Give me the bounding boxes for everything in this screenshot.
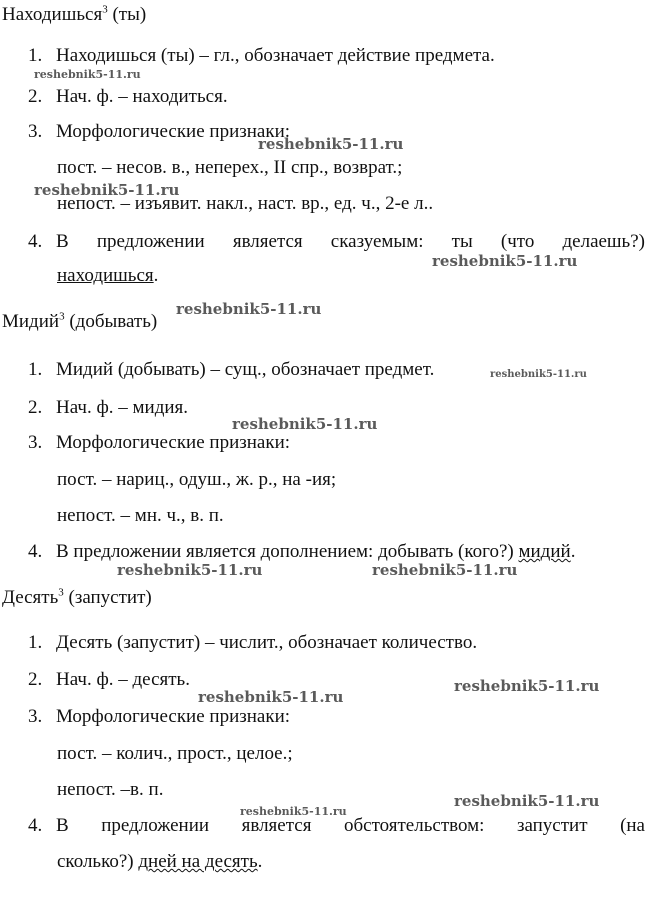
sub-line: непост. – мн. ч., в. п. [57,505,224,526]
watermark: reshebnik5-11.ru [432,252,578,270]
list-item: 4. В предложении является дополнением: добывать (кого?) мидий. [28,541,576,562]
sub-line: пост. – колич., прост., целое.; [57,743,293,764]
section-heading: Мидий$^3$ (добывать) [2,310,158,332]
list-item: 1. Мидий (добывать) – сущ., обозначает предмет. [28,359,435,380]
watermark: reshebnik5-11.ru [240,805,347,818]
watermark: reshebnik5-11.ru [198,688,344,706]
list-item: 3. Морфологические признаки: [28,121,291,142]
sub-line: непост. –в. п. [57,779,164,800]
list-item: 3. Морфологические признаки: [28,706,291,727]
watermark: reshebnik5-11.ru [454,677,600,695]
list-item: 1. Находишься (ты) – гл., обозначает действие предмета. [28,45,495,66]
list-item: 3. Морфологические признаки: [28,432,291,453]
sub-line: пост. – несов. в., неперех., II спр., возврат.; [57,157,403,178]
watermark: reshebnik5-11.ru [454,792,600,810]
continuation-line: сколько?) дней на десять. [57,851,263,872]
sub-line: непост. – изъявит. накл., наст. вр., ед. ч., 2-е л.. [57,193,434,214]
watermark: reshebnik5-11.ru [258,135,404,153]
list-item: 2. Нач. ф. – находиться. [28,86,228,107]
list-item: 1. Десять (запустит) – числит., обозначает количество. [28,632,478,653]
list-item: 2. Нач. ф. – мидия. [28,397,189,418]
continuation-line: находишься. [57,265,159,286]
watermark: reshebnik5-11.ru [232,415,378,433]
list-item: 4. В предложении является сказуемым: ты (что делаешь?) [28,231,645,252]
watermark: reshebnik5-11.ru [490,369,587,380]
sub-line: пост. – нариц., одуш., ж. р., на -ия; [57,469,337,490]
watermark: reshebnik5-11.ru [34,68,141,81]
section-heading: Находишься$^3$ (ты) [2,3,147,25]
watermark: reshebnik5-11.ru [34,181,180,199]
list-item: 4. В предложении является обстоятельством: запустит (на [28,815,645,836]
watermark: reshebnik5-11.ru [117,561,263,579]
watermark: reshebnik5-11.ru [372,561,518,579]
list-item: 2. Нач. ф. – десять. [28,669,190,690]
watermark: reshebnik5-11.ru [176,300,322,318]
section-heading: Десять$^3$ (запустит) [2,586,152,608]
